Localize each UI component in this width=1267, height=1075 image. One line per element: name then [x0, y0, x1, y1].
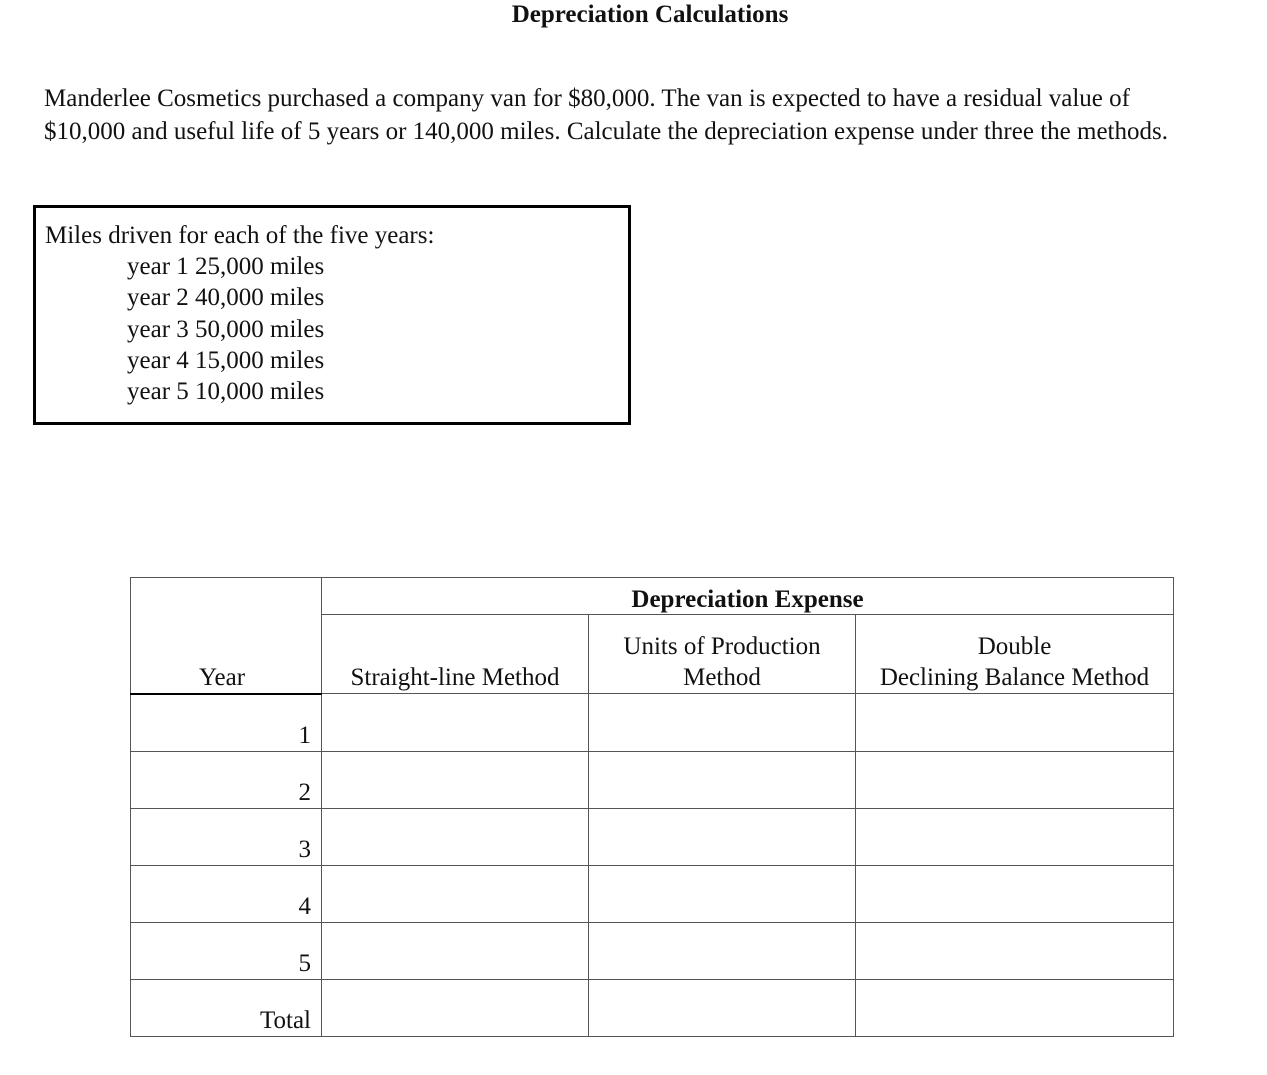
- units-of-production-cell[interactable]: [589, 922, 856, 979]
- year-cell: 5: [131, 922, 322, 979]
- straight-line-cell[interactable]: [322, 694, 589, 752]
- miles-year-5: year 5 10,000 miles: [127, 378, 325, 406]
- total-label-cell: Total: [131, 979, 322, 1036]
- double-declining-total-cell[interactable]: [856, 979, 1174, 1036]
- units-of-production-header: [589, 615, 856, 694]
- year-cell: 3: [131, 808, 322, 865]
- units-of-production-cell[interactable]: [589, 751, 856, 808]
- page-title: Depreciation Calculations: [511, 1, 789, 28]
- year-column-header: Year: [131, 578, 322, 694]
- table-row: [131, 694, 1174, 752]
- problem-statement: [44, 82, 1267, 148]
- double-declining-cell[interactable]: [856, 751, 1174, 808]
- straight-line-header: [322, 615, 589, 694]
- double-declining-header: [856, 615, 1174, 694]
- ddb-header-line-2: Declining Balance Method: [879, 664, 1150, 691]
- miles-year-3: year 3 50,000 miles: [127, 315, 325, 343]
- year-cell: 1: [131, 694, 322, 752]
- miles-year-1: year 1 25,000 miles: [127, 253, 325, 280]
- straight-line-cell[interactable]: [322, 751, 589, 808]
- straight-line-cell[interactable]: [322, 865, 589, 922]
- double-declining-cell[interactable]: [856, 808, 1174, 865]
- double-declining-cell[interactable]: [856, 865, 1174, 922]
- depreciation-expense-header: Depreciation Expense: [322, 578, 1174, 615]
- straight-line-header-label: Straight-line Method: [350, 664, 560, 691]
- units-of-production-cell[interactable]: [589, 694, 856, 752]
- miles-year-4: year 4 15,000 miles: [127, 346, 325, 374]
- table-row: [131, 922, 1174, 979]
- miles-year-2: year 2 40,000 miles: [127, 284, 325, 312]
- units-of-production-cell[interactable]: [589, 865, 856, 922]
- table-row: [131, 865, 1174, 922]
- double-declining-cell[interactable]: [856, 694, 1174, 752]
- table-row-total: [131, 979, 1174, 1036]
- miles-driven-list: [127, 251, 324, 407]
- table-row: [131, 808, 1174, 865]
- straight-line-cell[interactable]: [322, 808, 589, 865]
- problem-line-2: $10,000 and useful life of 5 years or 140,000 miles. Calculate the depreciation expense under three the methods.: [44, 118, 1168, 145]
- ddb-header-line-1: Double: [977, 633, 1052, 660]
- straight-line-total-cell[interactable]: [322, 979, 589, 1036]
- units-of-production-cell[interactable]: [589, 808, 856, 865]
- depreciation-table: [130, 577, 1174, 1037]
- units-header-line-2: Method: [683, 664, 761, 691]
- units-header-line-1: Units of Production: [623, 633, 821, 660]
- double-declining-cell[interactable]: [856, 922, 1174, 979]
- table-row: [131, 751, 1174, 808]
- problem-line-1: Manderlee Cosmetics purchased a company van for $80,000. The van is expected to have a residual value of: [44, 85, 1130, 112]
- units-of-production-total-cell[interactable]: [589, 979, 856, 1036]
- year-cell: 2: [131, 751, 322, 808]
- straight-line-cell[interactable]: [322, 922, 589, 979]
- miles-driven-heading: Miles driven for each of the five years:: [45, 222, 435, 249]
- year-cell: 4: [131, 865, 322, 922]
- miles-driven-box: [33, 205, 631, 425]
